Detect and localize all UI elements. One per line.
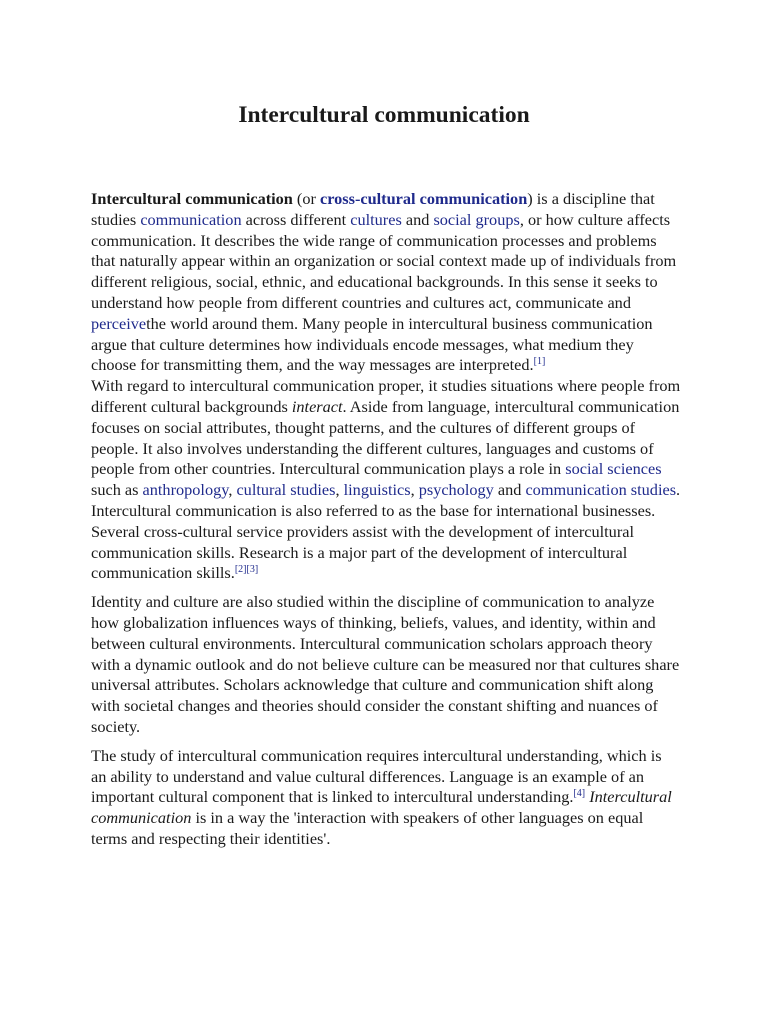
text-run: , [335,480,344,500]
text-run: such as [91,480,143,500]
citation-2[interactable]: [2] [234,564,247,576]
link-social-sciences[interactable]: social sciences [565,459,662,479]
link-psychology[interactable]: psychology [418,480,494,500]
text-run: , or how culture affects communication. It describes the wide range of communication processes and problems that naturally appear within an organization or social context made up of individuals from different religious, social, ethnic, and educational backgrounds. In this sense it seeks to understand how people from different countries and cultures act, communicate and [91,209,677,312]
citation-3[interactable]: [3] [246,564,259,576]
link-cross-cultural-communication[interactable]: cross-cultural communication [319,189,528,208]
italic-interact: interact [291,396,343,416]
link-communication-studies[interactable]: communication studies [525,480,677,500]
paragraph-understanding [91,746,681,850]
page-title: Intercultural communication [238,102,530,128]
citation-1[interactable]: [1] [533,356,546,368]
text-run: , [228,480,237,500]
citation-4[interactable]: [4] [573,788,586,800]
link-linguistics[interactable]: linguistics [343,480,411,500]
link-cultures[interactable]: cultures [350,209,402,229]
link-communication[interactable]: communication [140,209,242,229]
text-run: With regard to intercultural communication proper, it studies situations where people from different cultural backgrounds [91,376,681,416]
text-run: and [493,480,526,500]
text-run: is in a way the 'interaction with speakers of other languages on equal terms and respecting their identities'. [91,808,644,848]
article-body [91,189,681,850]
text-run: the world around them. Many people in intercultural business communication argue that culture determines how individuals encode messages, what medium they choose for transmitting them, and the way messages are interpreted. [91,313,653,375]
text-run: , [410,480,419,500]
paragraph-intro [91,189,681,376]
text-run: across different [241,209,351,229]
link-perceive[interactable]: perceive [91,313,147,333]
italic-intercultural-communication: Intercultural communication [91,787,672,828]
text-run: (or [292,189,320,208]
text-run: . Aside from language, intercultural communication focuses on social attributes, thought patterns, and the cultures of different groups of people. It also involves understanding the different cultures, languages and customs of people from other countries. Intercultural communication plays a role in [91,396,680,479]
text-run: The study of intercultural communication requires intercultural understanding, which is an ability to understand and value cultural differences. Language is an example of an important cultural component that is linked to intercultural understanding. [91,745,662,807]
link-cultural-studies[interactable]: cultural studies [236,480,336,500]
text-run: . Intercultural communication is also referred to as the base for international businesses. Several cross-cultural service providers assist with the development of intercultural communication skills. Research is a major part of the development of intercultural communication skills. [91,480,681,583]
link-anthropology[interactable]: anthropology [142,480,229,500]
paragraph-scope [91,376,681,584]
lead-term: Intercultural communication [91,189,293,208]
text-run: ) is a discipline that studies [91,189,655,229]
text-run: and [401,209,434,229]
link-social-groups[interactable]: social groups [433,209,520,229]
paragraph-identity: Identity and culture are also studied within the discipline of communication to analyze how globalization influences ways of thinking, beliefs, values, and identity, within and between cultural environments. Intercultural communication scholars approach theory with a dynamic outlook and do not believe culture can be measured nor that cultures share universal attributes. Scholars acknowledge that culture and communication shift along with societal changes and theories should consider the constant shifting and nuances of society. [91,592,680,736]
